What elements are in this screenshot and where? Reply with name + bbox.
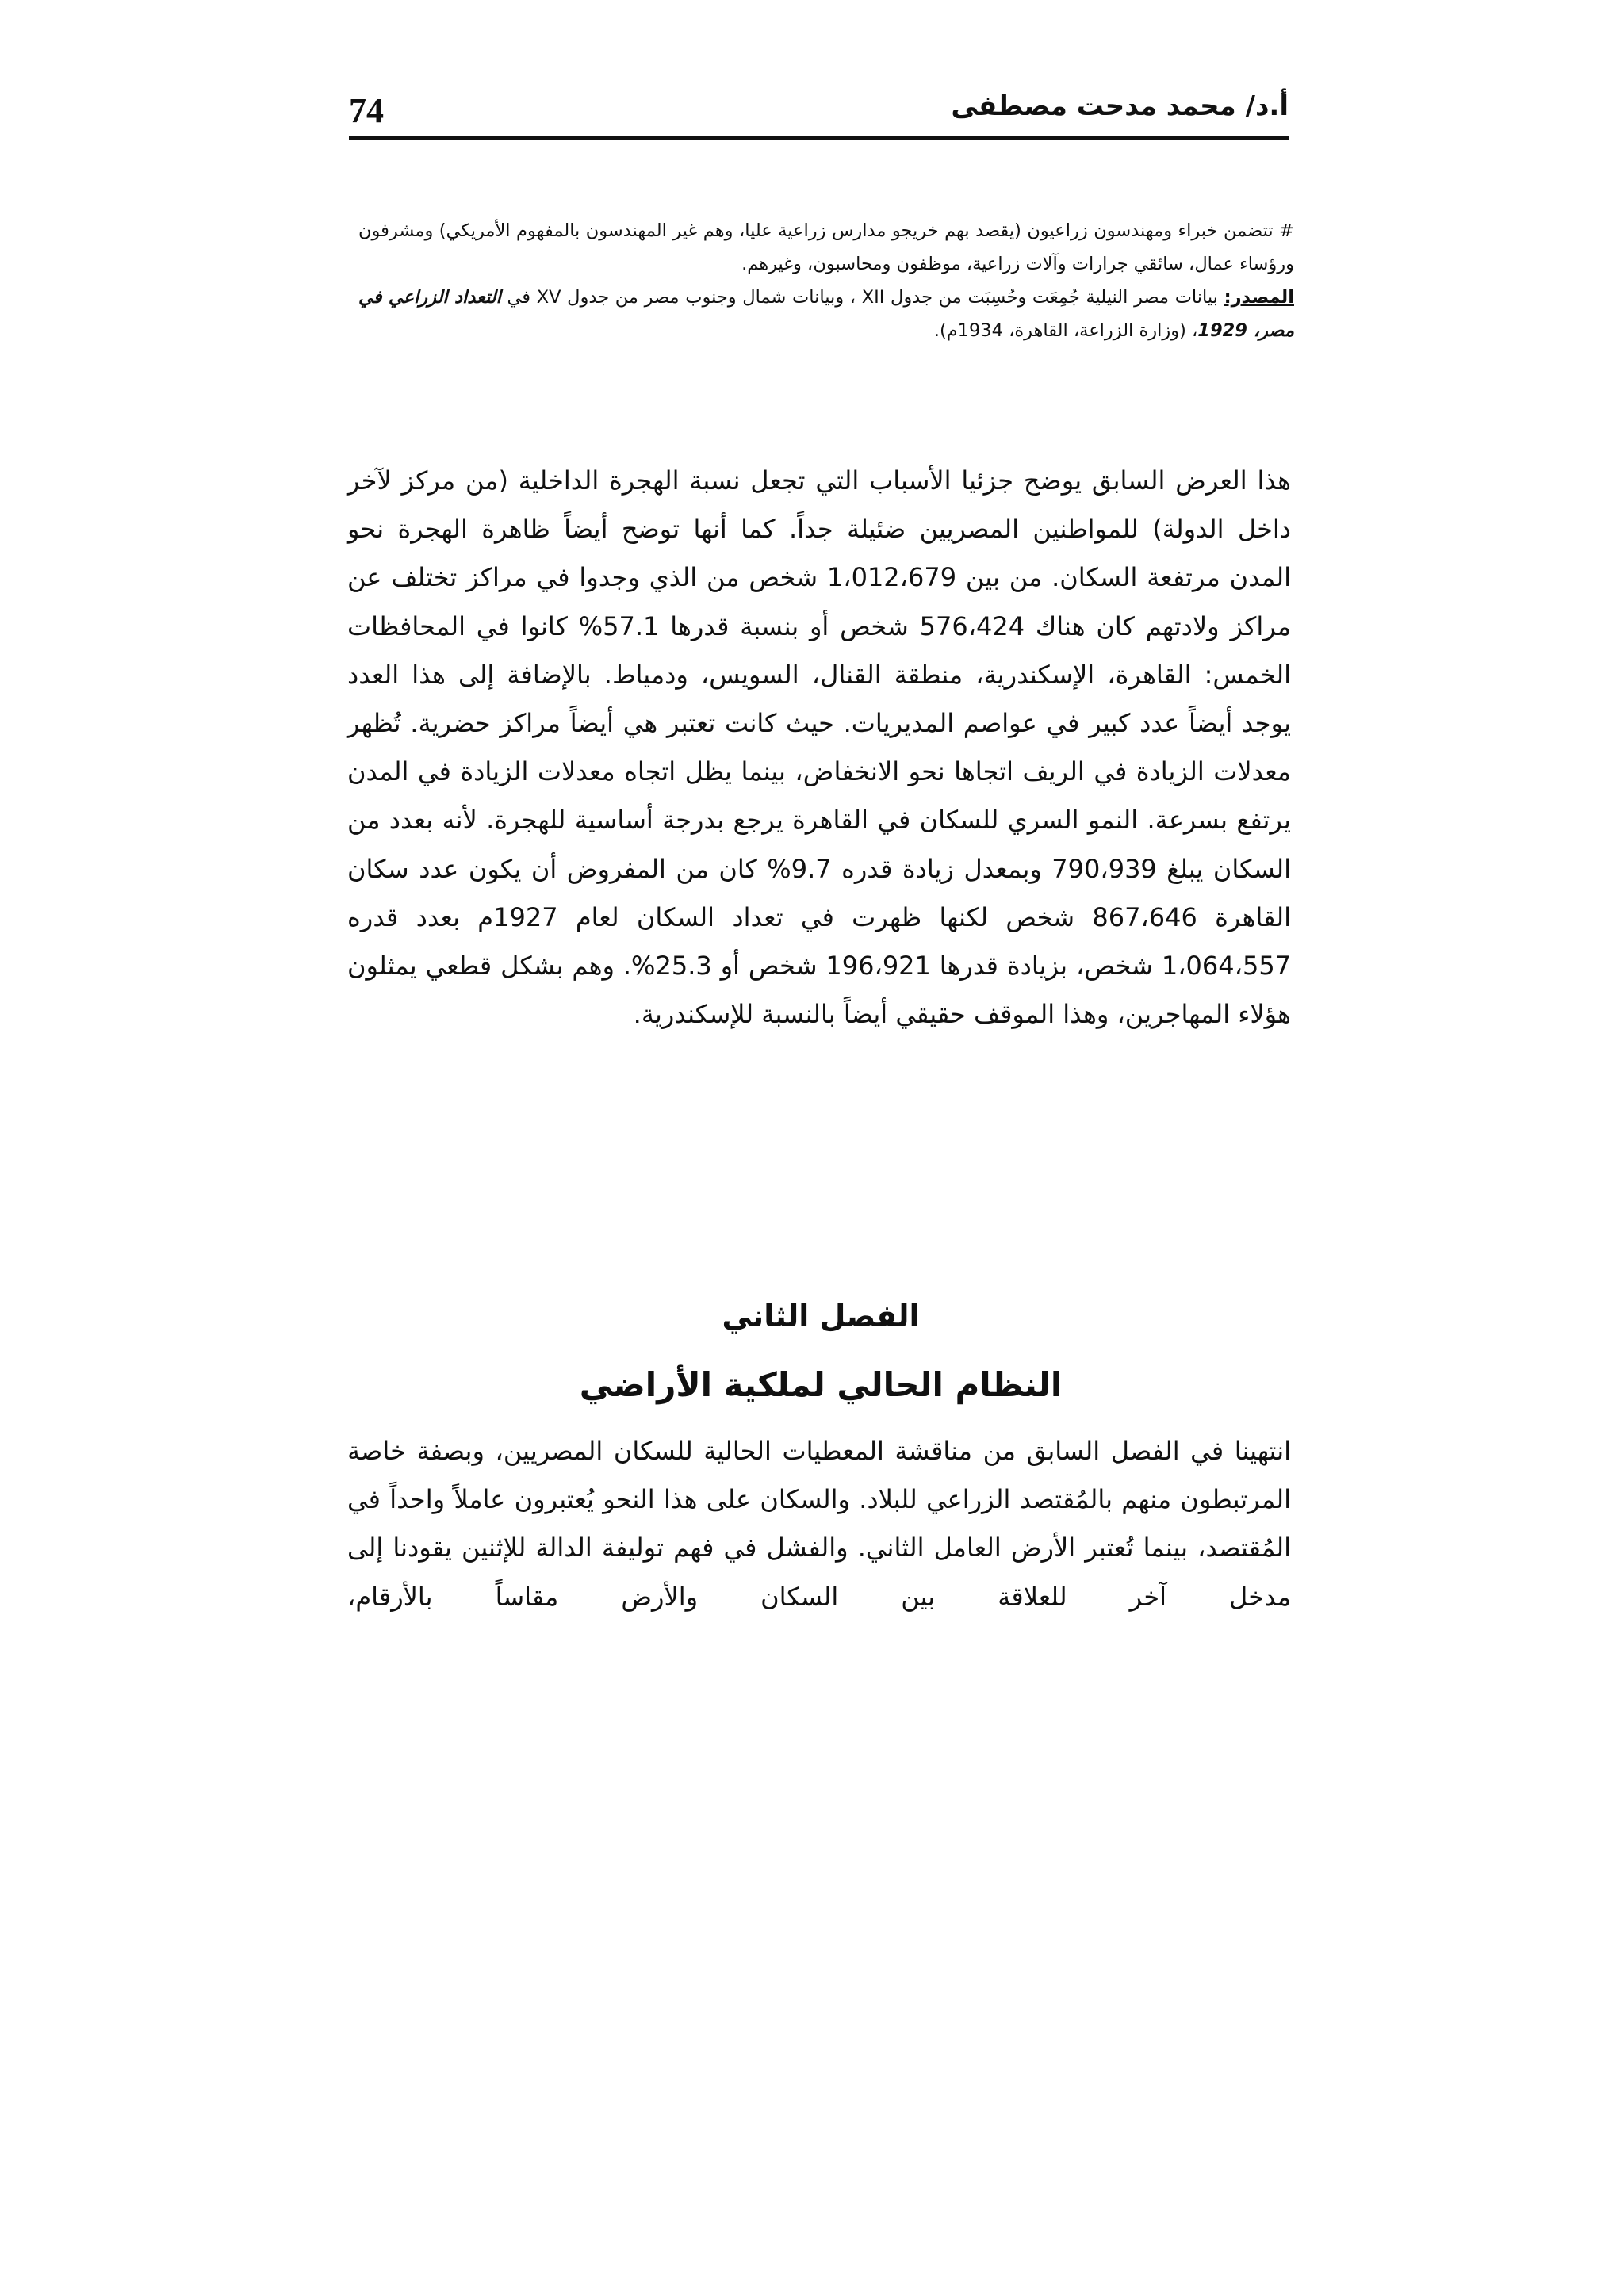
table-notes	[358, 214, 1294, 347]
source-tail: ، (وزارة الزراعة، القاهرة، 1934م).	[933, 320, 1198, 341]
chapter-intro-text	[347, 1427, 1291, 1621]
chapter-title: الفصل الثاني	[722, 1299, 920, 1334]
paragraph: هذا العرض السابق يوضح جزئيا الأسباب التي تجعل نسبة الهجرة الداخلية (من مركز لآخر داخل الدولة) للمواطنين المصريين ضئيلة جداً. كما أنها توضح أيضاً ظاهرة الهجرة نحو المدن مرتفعة السكان. من بين 1،012،679 شخص من الذي وجدوا في مراكز تختلف عن مراكز ولادتهم كان هناك 576،424 شخص أو بنسبة قدرها 57.1% كانوا في المحافظات الخمس: القاهرة، الإسكندرية، منطقة القنال، السويس، ودمياط. بالإضافة إلى هذا العدد يوجد أيضاً عدد كبير في عواصم المديريات. حيث كانت تعتبر هي أيضاً مراكز حضرية. تُظهر معدلات الزيادة في الريف اتجاها نحو الانخفاض، بينما يظل اتجاه معدلات الزيادة في المدن يرتفع بسرعة. النمو السري للسكان في القاهرة يرجع بدرجة أساسية للهجرة. لأنه بعدد من السكان يبلغ 790،939 وبمعدل زيادة قدره 9.7% كان من المفروض أن يكون عدد سكان القاهرة 867،646 شخص لكنها ظهرت في تعداد السكان لعام 1927م بعدد قدره 1،064،557 شخص، بزيادة قدرها 196،921 شخص أو 25.3%. وهم بشكل قطعي يمثلون هؤلاء المهاجرين، وهذا الموقف حقيقي أيضاً بالنسبة للإسكندرية.	[347, 465, 1292, 1030]
paragraph: انتهينا في الفصل السابق من مناقشة المعطيات الحالية للسكان المصريين، وبصفة خاصة المرتبطون منهم بالمُقتصد الزراعي للبلاد. والسكان على هذا النحو يُعتبرون عاملاً واحداً في المُقتصد، بينما تُعتبر الأرض العامل الثاني. والفشل في فهم توليفة الدالة للإثنين يقودنا إلى مدخل آخر للعلاقة بين السكان والأرض مقاساً بالأرقام،	[347, 1436, 1291, 1612]
main-text	[347, 457, 1291, 1039]
footnote: # تتضمن خبراء ومهندسون زراعيون (يقصد بهم خريجو مدارس زراعية عليا، وهم غير المهندسون بالمفهوم الأمريكي) ومشرفون ورؤساء عمال، سائقي جرارات وآلات زراعية، موظفون ومحاسبون، وغيرهم.	[358, 220, 1294, 274]
page-header	[349, 82, 1289, 140]
chapter-subtitle: النظام الحالي لملكية الأراضي	[579, 1365, 1063, 1404]
page-number: 74	[349, 91, 384, 130]
source-text: بيانات مصر النيلية جُمِعَت وحُسِبَت من جدول XII ، وبيانات شمال وجنوب مصر من جدول XV في	[500, 287, 1224, 308]
source-note	[358, 281, 1294, 347]
author-name: أ.د/ محمد مدحت مصطفى	[951, 90, 1289, 122]
source-book-title: التعداد الزراعي في مصر، 1929	[358, 287, 1294, 341]
source-label: المصدر:	[1224, 287, 1294, 308]
